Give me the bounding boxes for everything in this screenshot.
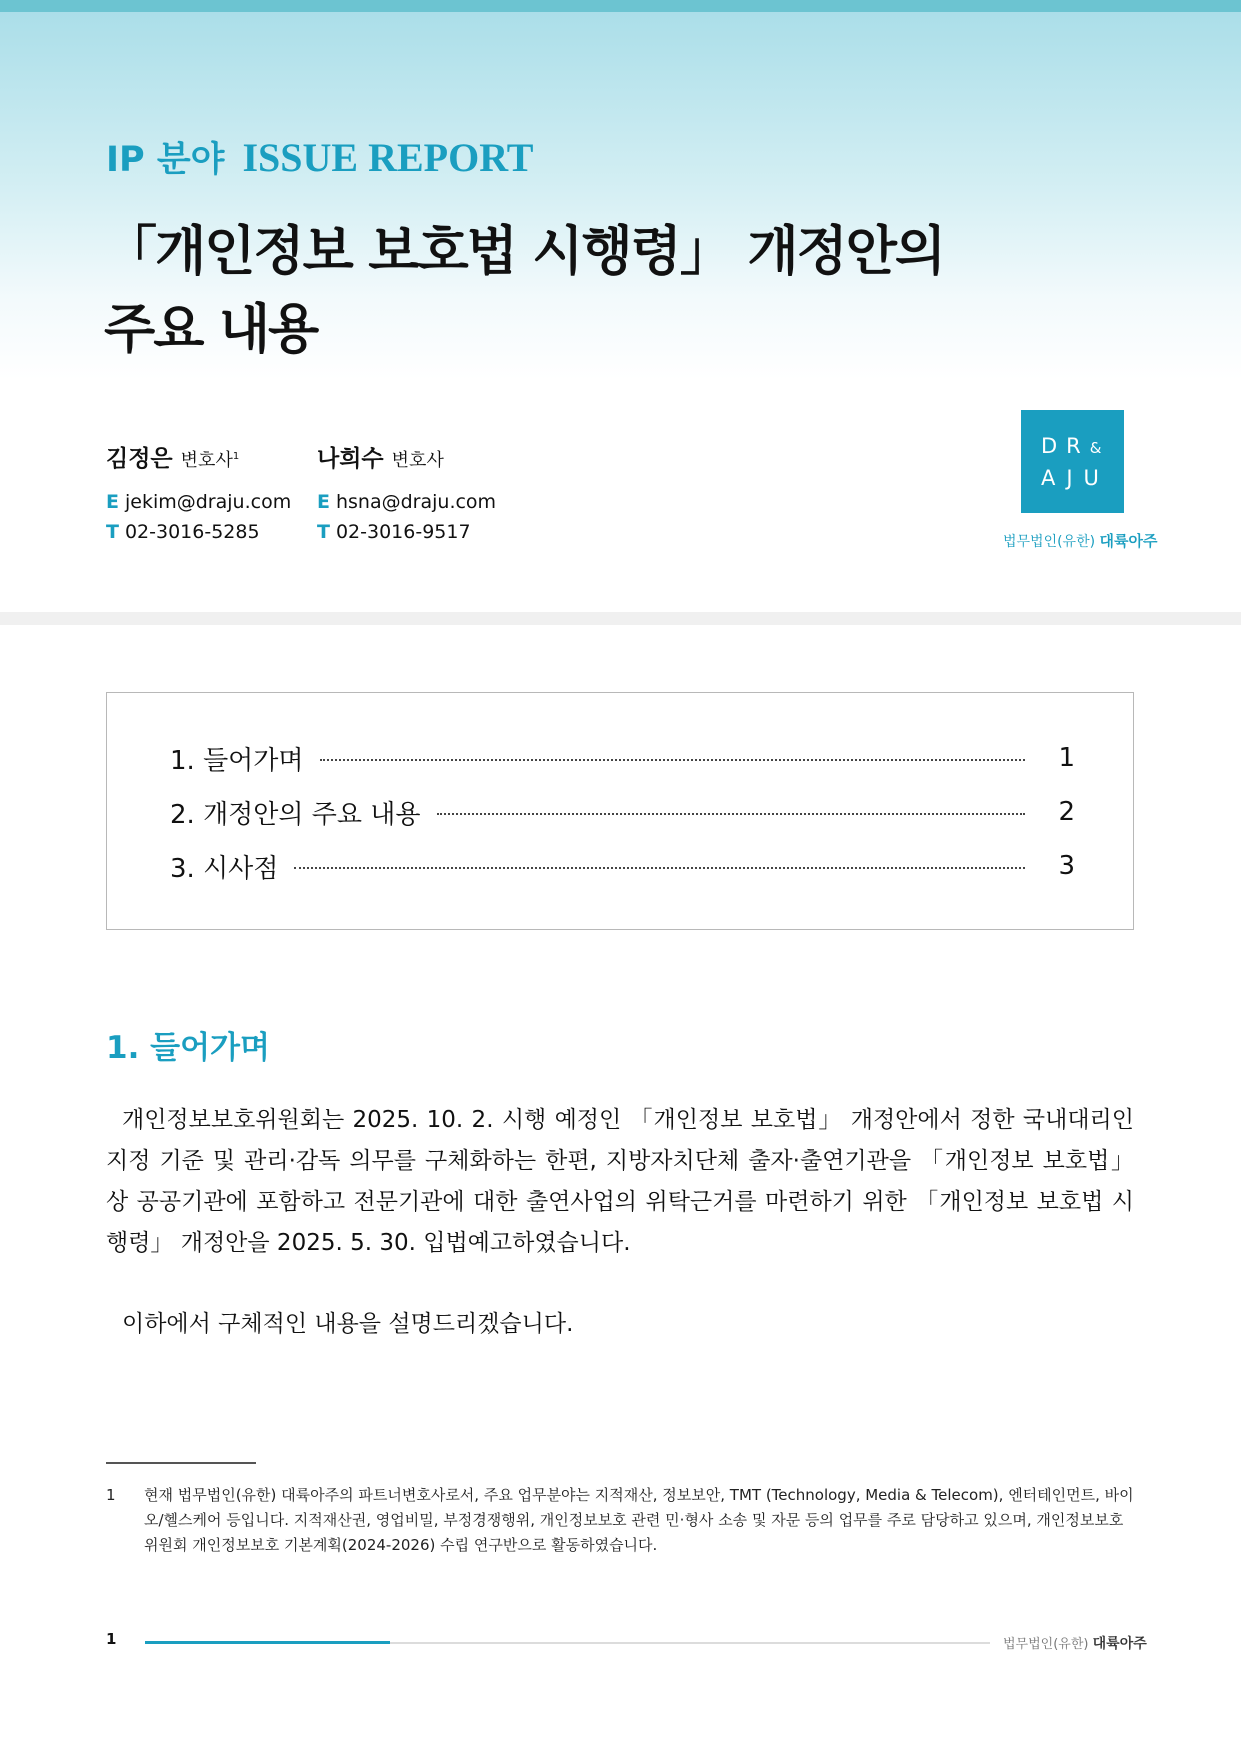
author-email: E jekim@draju.com xyxy=(106,491,292,513)
top-accent-bar xyxy=(0,0,1241,12)
toc-item[interactable]: 3. 시사점 3 xyxy=(170,851,1075,884)
title-line-1: 「개인정보 보호법 시행령」 개정안의 xyxy=(104,221,945,282)
section-heading: 1. 들어가며 xyxy=(106,1030,270,1066)
page-number: 1 xyxy=(106,1630,117,1648)
report-kicker xyxy=(106,132,533,182)
section-body xyxy=(106,1100,1134,1345)
author-phone: T 02-3016-9517 xyxy=(317,521,471,543)
footnote-rule xyxy=(106,1462,256,1464)
email-link[interactable]: hsna@draju.com xyxy=(335,491,497,513)
author-role: 변호사 xyxy=(391,450,444,471)
title-line-2: 주요 내용 xyxy=(104,299,318,360)
email-link[interactable]: jekim@draju.com xyxy=(124,491,292,513)
logo-caption: 법무법인(유한) 대륙아주 xyxy=(1003,532,1158,550)
footer-brand: 법무법인(유한) 대륙아주 xyxy=(1003,1636,1147,1652)
toc-item[interactable]: 1. 들어가며 1 xyxy=(170,743,1075,776)
author-name: 김정은 변호사$^1$ xyxy=(106,446,240,472)
paragraph: 개인정보보호위원회는 2025. 10. 2. 시행 예정인 「개인정보 보호법」 개정안에서 정한 국내대리인 지정 기준 및 관리·감독 의무를 구체화하는 한편, 지방자치단체 출자·출연기관을 「개인정보 보호법」상 공공기관에 포함하고 전문기관에 대한 출연사업의 위탁근거를 마련하기 위한 「개인정보 보호법 시행령」 개정안을 2025. 5. 30. 입법예고하였습니다. xyxy=(106,1107,1134,1256)
kicker-report: ISSUE REPORT xyxy=(242,135,534,180)
author-phone: T 02-3016-5285 xyxy=(106,521,260,543)
author-1 xyxy=(106,440,291,543)
paragraph: 이하에서 구체적인 내용을 설명드리겠습니다. xyxy=(122,1311,574,1337)
footer-accent-rule xyxy=(145,1641,390,1644)
footnote: 1 현재 법무법인(유한) 대륙아주의 파트너변호사로서, 주요 업무분야는 지적재산, 정보보안, TMT (Technology, Media & Telecom), 엔터테인먼트, 바이오/헬스케어 등입니다. 지적재산권, 영업비밀, 부정경쟁행위, 개인정보보호 관련 민·형사 소송 및 자문 등의 업무를 주로 담당하고 있으며, 개인정보보호위원회 개인정보보호 기본계획(2024-2026) 수립 연구반으로 활동하였습니다. xyxy=(106,1486,1134,1554)
author-name: 나희수 변호사 xyxy=(317,446,444,472)
author-role: 변호사$^1$ xyxy=(180,450,240,471)
toc-item[interactable]: 2. 개정안의 주요 내용 2 xyxy=(170,797,1075,830)
table-of-contents xyxy=(106,692,1134,930)
section-divider xyxy=(0,612,1241,625)
firm-logo: DR& AJU xyxy=(1021,410,1124,513)
author-email: E hsna@draju.com xyxy=(317,491,497,513)
page-title xyxy=(104,213,944,369)
footnote-ref[interactable]: 1 xyxy=(232,451,240,462)
author-2 xyxy=(317,440,496,543)
kicker-field: IP 분야 xyxy=(106,140,225,180)
